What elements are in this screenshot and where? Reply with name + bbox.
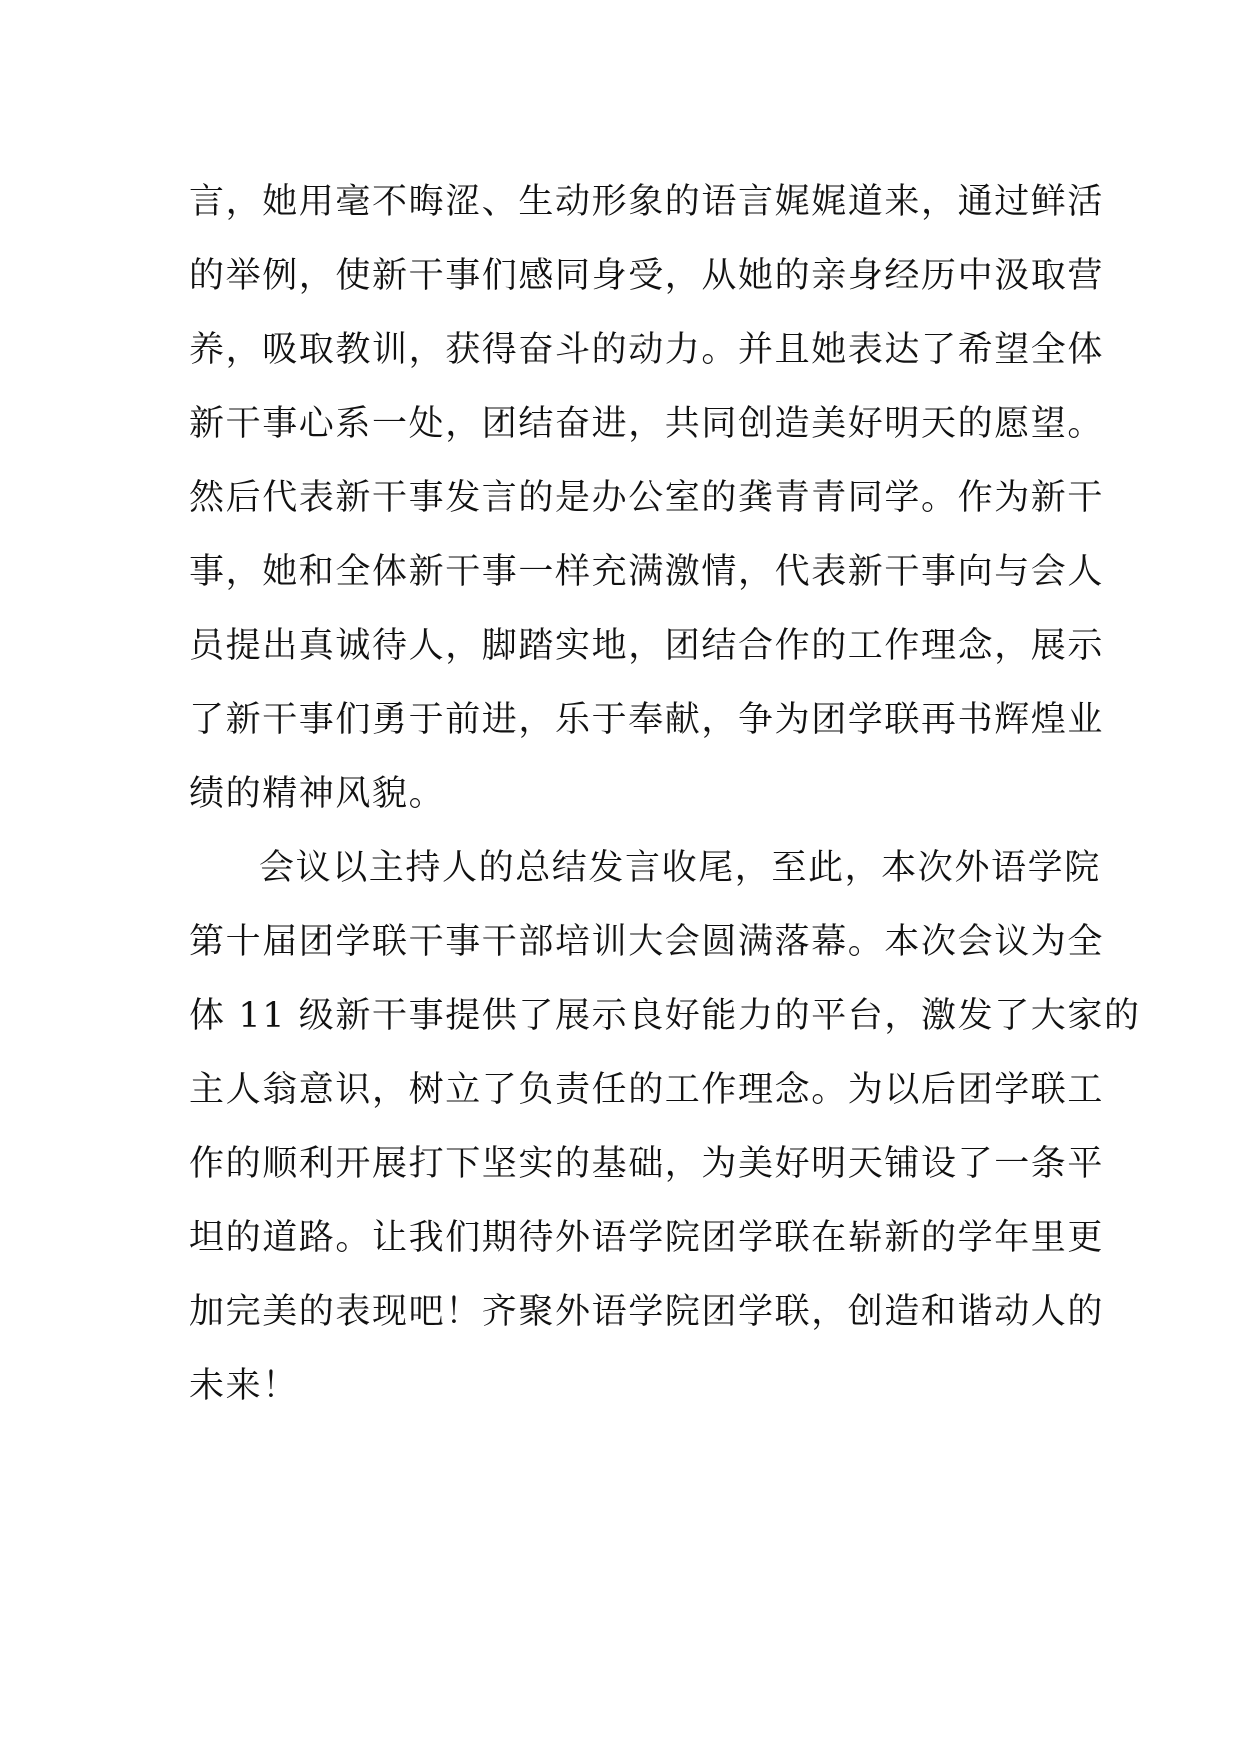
paragraph-closing (189, 831, 1141, 1423)
text-line: 员提出真诚待人，脚踏实地，团结合作的工作理念，展示 (189, 626, 1105, 666)
document-body (189, 165, 1141, 1423)
text-line: 事，她和全体新干事一样充满激情，代表新干事向与会人 (189, 552, 1105, 592)
text-line: 了新干事们勇于前进，乐于奉献，争为团学联再书辉煌业 (189, 700, 1105, 740)
text-line: 养，吸取教训，获得奋斗的动力。并且她表达了希望全体 (189, 330, 1105, 370)
text-line: 作的顺利开展打下坚实的基础，为美好明天铺设了一条平 (189, 1144, 1105, 1184)
text-line: 坦的道路。让我们期待外语学院团学联在崭新的学年里更 (189, 1218, 1105, 1258)
text-line: 未来！ (189, 1366, 299, 1406)
text-line: 主人翁意识，树立了负责任的工作理念。为以后团学联工 (189, 1070, 1105, 1110)
paragraph-speech-summary (189, 165, 1105, 831)
text-line-indented: 会议以主持人的总结发言收尾，至此，本次外语学院 (259, 848, 1101, 888)
text-line: 然后代表新干事发言的是办公室的龚青青同学。作为新干 (189, 478, 1105, 518)
text-line: 绩的精神风貌。 (189, 774, 446, 814)
text-line: 新干事心系一处，团结奋进，共同创造美好明天的愿望。 (189, 404, 1105, 444)
text-line: 加完美的表现吧！齐聚外语学院团学联，创造和谐动人的 (189, 1292, 1105, 1332)
text-line: 第十届团学联干事干部培训大会圆满落幕。本次会议为全 (189, 922, 1105, 962)
text-line: 言，她用毫不晦涩、生动形象的语言娓娓道来，通过鲜活 (189, 182, 1105, 222)
text-line: 体 11 级新干事提供了展示良好能力的平台，激发了大家的 (189, 996, 1141, 1036)
text-line: 的举例，使新干事们感同身受，从她的亲身经历中汲取营 (189, 256, 1105, 296)
